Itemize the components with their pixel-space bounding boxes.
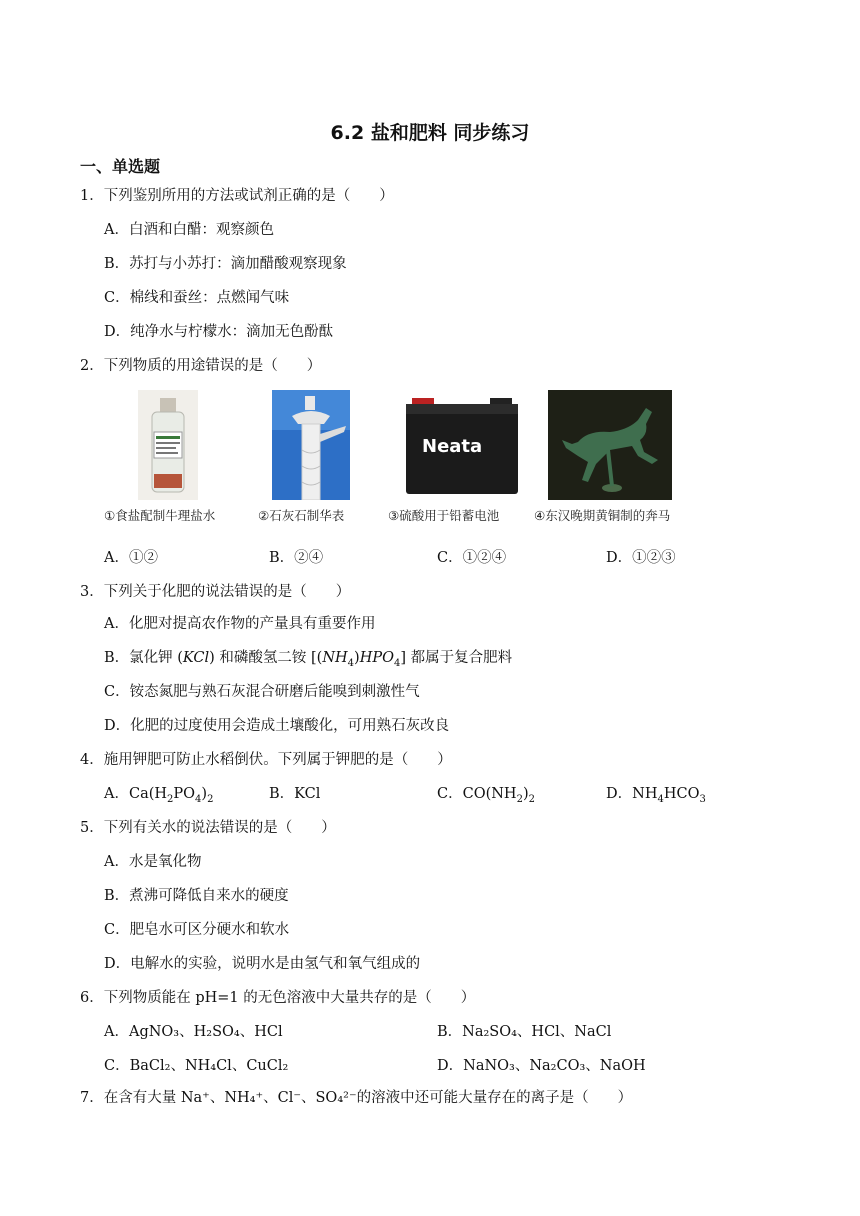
question-5-option-b: B．煮沸可降低自来水的硬度: [104, 888, 289, 904]
question-2-option-d: D．①②③: [606, 550, 676, 566]
image-caption-3: ③硫酸用于铅蓄电池: [388, 508, 500, 523]
question-2-option-b: B．②④: [269, 550, 324, 566]
question-1-stem: 1．下列鉴别所用的方法或试剂正确的是（ ）: [80, 188, 394, 204]
question-2-option-c: C．①②④: [437, 550, 507, 566]
question-3-stem: 3．下列关于化肥的说法错误的是（ ）: [80, 584, 351, 600]
question-5-option-c: C．肥皂水可区分硬水和软水: [104, 922, 290, 938]
question-1-option-b: B．苏打与小苏打：滴加醋酸观察现象: [104, 256, 347, 272]
question-4-option-d: D．$NH_4HCO_3$: [606, 786, 706, 805]
question-3-option-a: A．化肥对提高农作物的产量具有重要作用: [104, 616, 376, 632]
question-3-option-b: B．氯化钾 (KCl) 和磷酸氢二铵 $[(NH_4)HPO_4]$ 都属于复合肥料: [104, 650, 513, 669]
question-2-option-a: A．①②: [104, 550, 158, 566]
question-1-option-d: D．纯净水与柠檬水：滴加无色酚酞: [104, 324, 334, 340]
page-title: 6.2 盐和肥料 同步练习: [330, 122, 530, 144]
image-caption-1: ①食盐配制牛理盐水: [104, 508, 216, 523]
question-1-option-a: A．白酒和白醋：观察颜色: [104, 222, 274, 238]
question-7-stem: 7．在含有大量 Na⁺、NH₄⁺、Cl⁻、SO₄²⁻的溶液中还可能大量存在的离子是（ ）: [80, 1090, 633, 1106]
question-1-option-c: C．棉线和蚕丝：点燃闻气味: [104, 290, 290, 306]
saline-bottle-image: [138, 390, 198, 500]
question-3-option-c: C．铵态氮肥与熟石灰混合研磨后能嗅到刺激性气: [104, 684, 420, 700]
question-5-option-d: D．电解水的实验，说明水是由氢气和氧气组成的: [104, 956, 421, 972]
question-5-option-a: A．水是氧化物: [104, 854, 202, 870]
question-4-option-c: C．$CO(NH_2)_2$: [437, 786, 535, 805]
question-6-option-d: D．NaNO₃、Na₂CO₃、NaOH: [437, 1058, 646, 1074]
battery-brand-label: Neata: [422, 436, 483, 457]
bronze-horse-image: [548, 390, 672, 500]
question-6-option-b: B．Na₂SO₄、HCl、NaCl: [437, 1024, 612, 1040]
question-3-option-d: D．化肥的过度使用会造成土壤酸化，可用熟石灰改良: [104, 718, 450, 734]
lead-battery-image: [404, 390, 520, 500]
question-6-stem: 6．下列物质能在 pH=1 的无色溶液中大量共存的是（ ）: [80, 990, 476, 1006]
question-6-option-c: C．BaCl₂、NH₄Cl、CuCl₂: [104, 1058, 289, 1074]
question-4-option-b: B．KCl: [269, 786, 321, 802]
question-4-stem: 4．施用钾肥可防止水稻倒伏。下列属于钾肥的是（ ）: [80, 752, 452, 768]
question-2-stem: 2．下列物质的用途错误的是（ ）: [80, 358, 322, 374]
image-caption-4: ④东汉晚期黄铜制的奔马: [534, 508, 671, 523]
image-caption-2: ②石灰石制华表: [258, 508, 345, 523]
question-6-option-a: A．AgNO₃、H₂SO₄、HCl: [104, 1024, 283, 1040]
huabiao-column-image: [272, 390, 350, 500]
section-heading: 一、单选题: [80, 157, 161, 176]
question-5-stem: 5．下列有关水的说法错误的是（ ）: [80, 820, 336, 836]
question-4-option-a: A．$Ca(H_2PO_4)_2$: [104, 786, 214, 805]
